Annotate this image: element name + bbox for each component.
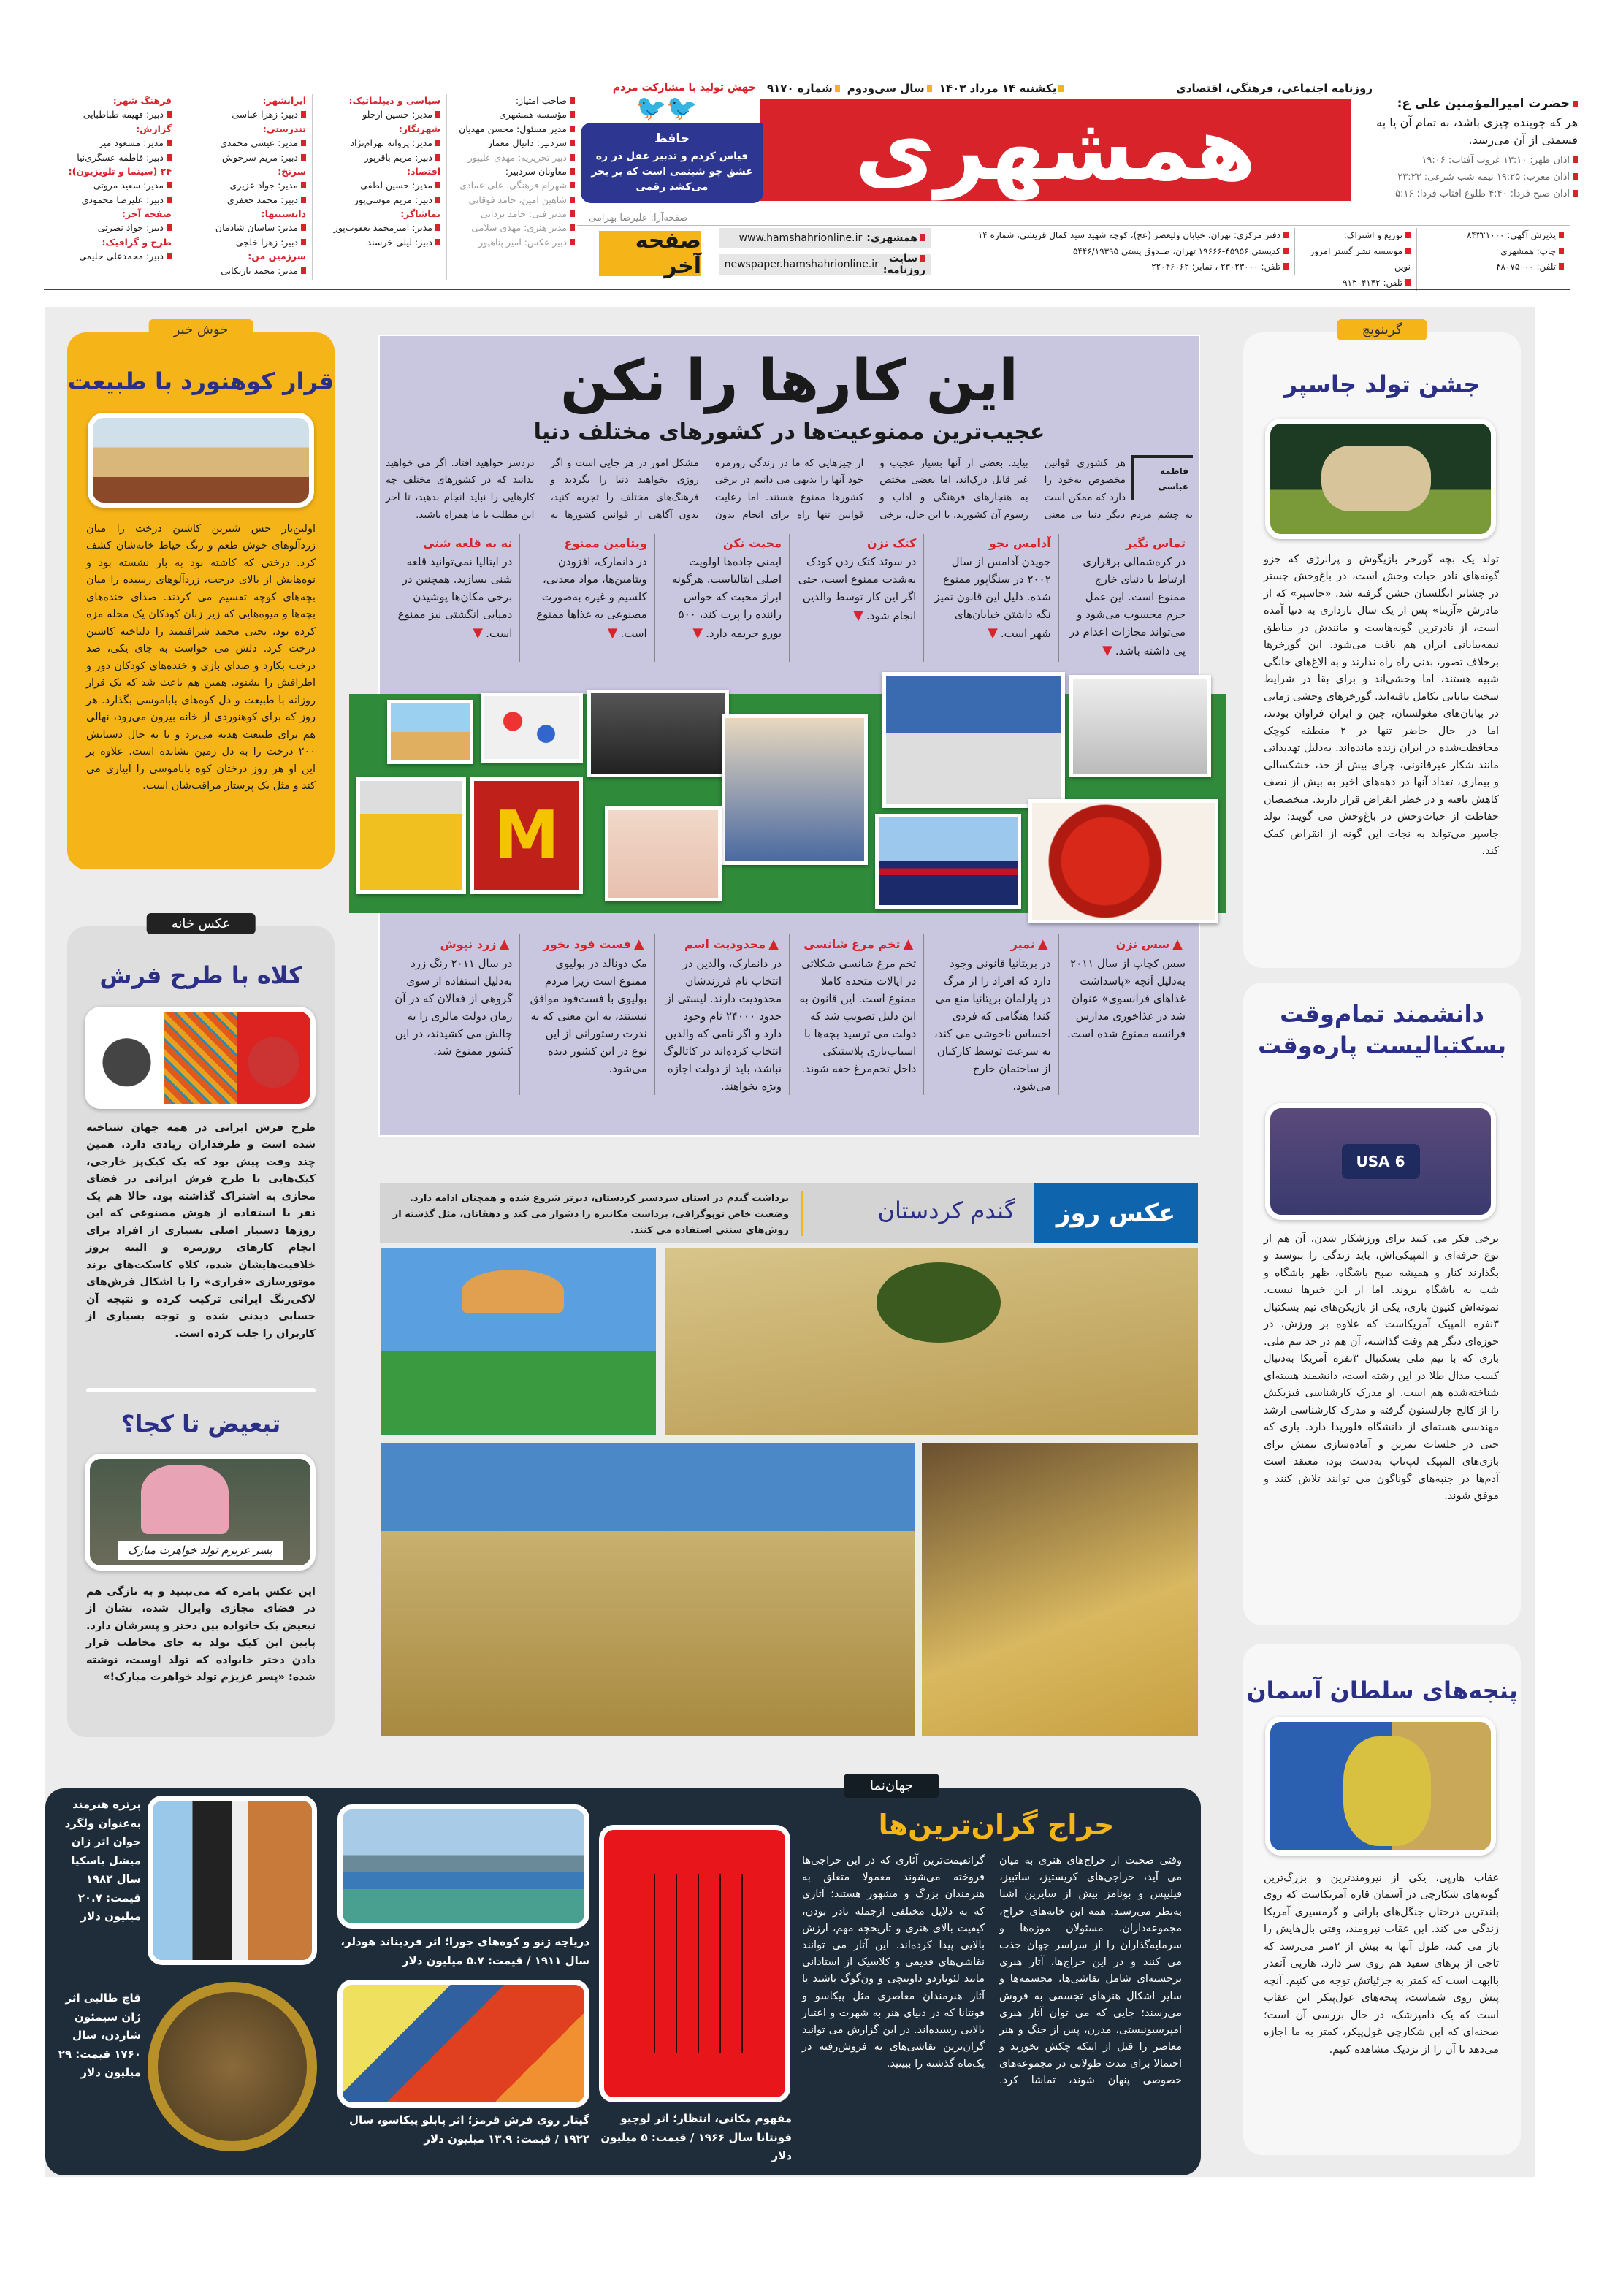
issue-number: شماره ۹۱۷۰	[767, 82, 840, 95]
feature-item-title: نه به قلعه شنی	[423, 536, 513, 551]
staff-entry: دبیر: زهرا عباسی	[184, 107, 306, 121]
prayer-times	[1366, 152, 1578, 203]
feature-item	[1058, 534, 1193, 661]
feature-item-title-row	[797, 534, 916, 553]
feature-item-title-row	[931, 534, 1050, 553]
page-designer: صفحه‌آرا: علیرضا بهرامی	[584, 213, 687, 224]
feature-item-text-row	[527, 553, 646, 644]
photo-collage	[386, 672, 1193, 924]
greenwich-card	[1243, 322, 1521, 968]
quote-title: حضرت امیرالمؤمنین علی ع:	[1366, 95, 1578, 114]
farmer-harvesting-photo	[922, 1443, 1198, 1736]
staff-section-heading: صفحه آخر:	[121, 208, 172, 219]
issue-date: یکشنبه ۱۴ مرداد ۱۴۰۳	[939, 82, 1064, 95]
feature-item-title: کتک نزن	[866, 536, 917, 551]
plain-helmet-image	[90, 1012, 164, 1104]
feature-item-text: در ایتالیا نمی‌توانید قلعه شنی بسازید. همچنین در برخی مکان‌ها پوشیدن دمپایی انگشتی نیز ممنوع است.	[397, 554, 513, 640]
feature-item-text: در بریتانیا قانونی وجود دارد که افراد را از مرگ در پارلمان بریتانیا منع می کند! هنگامی که فردی احساس ناخوشی می کند، به سرعت توسط کارکنان از ساختمان خارج می‌شود.	[934, 957, 1051, 1094]
site2-label: سایت روزنامه:	[882, 253, 925, 276]
carpet-image	[164, 1012, 237, 1104]
auction-title: حراج گران‌ترین‌ها	[878, 1809, 1115, 1841]
eagle-talon-photo	[1265, 1717, 1496, 1856]
ketchup-photo	[1028, 799, 1218, 923]
staff-section-heading: دانستنیها:	[261, 208, 306, 219]
ads-info	[1423, 228, 1570, 275]
feature-item-text: در سوئد کتک زدن کودک به‌شدت ممنوع است، حتی اگر این کار توسط والدین انجام شود.	[798, 554, 917, 622]
farmer-portrait-photo	[381, 1248, 656, 1435]
feature-item-text: ایمنی جاده‌ها اولویت اصلی ایتالیاست. هرگونه ابراز محبت که حواس راننده را پرت کند، ۵۰۰ یورو جریمه دارد.	[671, 554, 782, 640]
staff-entry: مدیر هنری: مهدی سلامی	[453, 221, 575, 234]
artwork-caption: مفهوم مکانی، انتظار؛ اثر لوچیو فونتانا سال ۱۹۶۶ / قیمت: ۵ میلیون دلار	[600, 2112, 792, 2162]
player-jersey: USA 6	[1342, 1144, 1420, 1179]
staff-entry: دبیر عکس: امیر پناهپور	[453, 235, 575, 249]
feature-item	[654, 534, 789, 661]
staff-entry: صاحب امتیاز:	[453, 94, 575, 107]
staff-entry: مدیر: امیرمحمد یعقوب‌پور	[318, 221, 440, 234]
chevron-icon: ▼	[988, 625, 998, 641]
address-line: کدپستی ۴۵۹۵۶-۱۹۶۶۶ تهران، صندوق پستی ۵۴۴۶/۱۹۳۹۵	[939, 244, 1289, 260]
uk-parliament-photo	[875, 814, 1021, 909]
staff-section-heading: طرح و گرافیک:	[102, 236, 172, 248]
staff-column	[44, 94, 178, 280]
artwork-caption: قاچ طالبی اثر ژان سیمئون شاردن، سال ۱۷۶۰ قیمت: ۲۹ میلیون دلار	[58, 1991, 141, 2079]
feature-item-title: زرد نپوش	[440, 937, 497, 951]
staff-section-heading: ایرانشهر:	[262, 95, 306, 106]
quote-text: هر که جوینده چیزی باشد، به تمام آن یا به قسمتی از آن می‌رسد.	[1376, 115, 1578, 147]
birthday-cake-photo	[85, 1454, 316, 1571]
feature-item-text-row	[663, 955, 782, 1095]
staff-entry: دبیر: محمد جعفری	[184, 193, 306, 207]
poem-text: قیاس کردم و تدبیر عقل در ره عشق چو شبنمی است که بر بحر می‌کشد رقمی	[591, 150, 753, 193]
carpet-helmet-image	[237, 1012, 310, 1104]
photo-of-day-label: عکس روز	[1034, 1183, 1198, 1243]
feature-item-title-row	[797, 934, 916, 956]
staff-entry: دبیر: علیرضا محمودی	[50, 193, 172, 207]
picasso-painting	[337, 1980, 589, 2108]
photo-house-card	[67, 916, 335, 1737]
artwork-caption: پرتره هنرمند به‌عنوان ولگرد جوان اثر ژان میشل باسکیا سال ۱۹۸۲ قیمت: ۲۰.۷ میلیون دلار	[64, 1798, 141, 1923]
photo-house-body: طرح فرش ایرانی در همه جهان شناخته شده است و طرفداران زیادی دارد. همین چند وقت پیش بود که یک کیک‌پز خارجی، کیک‌هایی با طرح فرش ایرانی در فضای مجازی به اشتراک گذاشته بود. حالا هم یک نفر با استفاده از هوش مصنوعی که این روزها دستیار اصلی بسیاری از افراد برای انجام کارهای روزمره و البته بروز خلاقیت‌هایشان شده، کلاه کاسکت‌های برند موتورسازی «فراری» را با اشکال فرش‌های لاکی‌رنگ ایرانی ترکیب کرده و نتیجه آن حسابی دیدنی شده و توجه بسیاری از کاربران را جلب کرده است.	[86, 1122, 316, 1340]
feature-item-title-row	[393, 534, 512, 553]
hodler-painting	[337, 1804, 589, 1929]
artwork-caption: گیتار روی فرش قرمز؛ اثر پابلو پیکاسو، سال ۱۹۲۲ / قیمت: ۱۳.۹ میلیون دلار	[348, 2113, 589, 2146]
feature-items-top	[386, 534, 1193, 661]
feature-item-text-row	[797, 553, 916, 627]
distribution-info	[1300, 228, 1417, 291]
vitamin-pills-photo	[481, 693, 583, 763]
feature-item-text-row	[393, 955, 512, 1060]
farmer-carrying-wheat-photo	[381, 1443, 915, 1736]
feature-intro	[386, 455, 1193, 525]
header-divider	[44, 289, 1570, 291]
feature-item-text-row	[797, 955, 916, 1078]
birds-icon: 🐦🐦	[635, 94, 698, 123]
prayer-time-line: اذان ظهر: ۱۳:۱۰ غروب آفتاب: ۱۹:۰۶	[1366, 152, 1578, 169]
feature-item-title: آدامس نجو	[988, 536, 1051, 551]
wild-ass-figure	[1321, 446, 1431, 511]
staff-section-heading: سرزمین من:	[248, 251, 306, 262]
good-news-body: اولین‌بار حس شیرین کاشتن درخت را میان زردآلوهای خوش طعم و رنگ حیاط خانه‌شان کشف کرد. درختی که کاشته بود به بار نشسته بود و نوه‌هایش از بالای درخت، زردآلوهای رسیده را میان بچه‌های کوچه تقسیم می کردند. صدای خنده‌های بچه‌ها و میوه‌هایی که زیر زبان کودکان یک محله مزه کرده بود، یحیی محمد شرافتمند را دلباخته کاشتن درخت کرد. دلش می خواست به جای یکی، صد درخت بکارد و صدای بازی و خنده‌های کودکان دور و اطرافش را بشنود. همین هم باعث شد که یک قرار روزانه با طبیعت و دل کوه‌های باباموسی بگذارد. هر روز که برای کوهنوردی از خانه بیرون می‌رود، نهالی هم برای طبیعت هدیه می‌برد و تا به حال دستانش ۲۰۰ درخت را به دل زمین نشانده است. علاوه بر این او هر روز درختان کوه باباموسی را آبیاری می کند و مثل یک پرستار مراقب‌شان است.	[86, 523, 316, 793]
feature-item-text: سس کچاپ از سال ۲۰۱۱ به‌دلیل آنچه «پاسداشت غذاهای فرانسوی» عنوان شد در غذاخوری مدارس فرانسه ممنوع شده است.	[1067, 957, 1186, 1041]
divider	[801, 1191, 804, 1236]
staff-entry: مدیر: جواد عزیزی	[184, 178, 306, 192]
staff-entry: دبیر: مریم موسی‌پور	[318, 193, 440, 207]
sleeping-baby-photo	[605, 806, 722, 901]
distribution-line: موسسه نشر گستر امروز نوین	[1300, 244, 1411, 275]
feature-item-text: مک دونالد در بولیوی ممنوع است زیرا مردم بولیوی با فست‌فود موافق نیستند، به این معنی که به ندرت رستورانی از این نوع در این کشور دیده می‌شود.	[530, 957, 647, 1076]
feature-item-title: ویتامین ممنوع	[564, 536, 647, 551]
staff-entry: دبیر: فهیمه طباطبایی	[50, 107, 172, 121]
feature-subtitle: عجیب‌ترین ممنوعیت‌ها در کشورهای مختلف دنیا	[533, 419, 1045, 445]
eagle-card	[1243, 1644, 1521, 2155]
divider	[577, 225, 1570, 226]
staff-entry: مدیر: حسین ارجلو	[318, 107, 440, 121]
feature-item-title: تماس نگیر	[1125, 536, 1186, 551]
staff-entry: دبیر: محمدعلی حلیمی	[50, 249, 172, 263]
basketball-title: دانشمند تمام‌وقت بسکتبالیست پاره‌وقت	[1257, 1000, 1507, 1060]
divider	[86, 1388, 316, 1392]
feature-item-title-row	[527, 534, 646, 553]
chevron-icon: ▲	[633, 936, 644, 952]
year-slogan: جهش تولید با مشارکت مردم	[612, 82, 756, 94]
feature-item-title-row	[663, 534, 782, 553]
cake-writing: پسر عزیزم تولد خواهرت مبارک	[118, 1541, 283, 1560]
auction-section	[45, 1788, 1201, 2175]
feature-item-text-row	[1066, 553, 1186, 662]
staff-section-heading: شهرنگار:	[398, 123, 440, 134]
feature-item-title: نمیر	[1010, 937, 1035, 951]
feature-item-text: جویدن آدامس از سال ۲۰۰۲ در سنگاپور ممنوع شده. دلیل این قانون تمیز نگه داشتن خیابان‌های شهر است.	[934, 554, 1051, 640]
feature-item-text: در کره‌شمالی برقراری ارتباط با دنیای خارج ممنوع است. این عمل جرم محسوب می‌شود و می‌تواند مجازات اعدام در پی داشته باشد.	[1069, 554, 1186, 657]
staff-entry: معاونان سردبیر:	[453, 164, 575, 178]
poem-poet: حافظ	[654, 131, 690, 146]
greenwich-body: تولد یک بچه گورخر بازیگوش و پرانرژی که جزو گونه‌های نادر حیات وحش است، در باغ‌وحش چستر در چشایر انگلستان جشن گرفته شد. «جاسپر» که از مادرش «آزیتا» پس از یک سال بارداری به دنیا آمده است، از نادرترین گونه‌هاست و مانندش در مناطق نیمه‌بیابانی ایران هم یافت می‌شود. این گورخرها برخلاف تصور، بدنی راه راه ندارند و به الاغ‌های خانگی شبیه هستند، اما وحشی‌اند و برای بقا در شرایط سخت بیابانی تکامل یافته‌اند. گورخرهای وحشی زمانی در بیابان‌های مغولستان، چین و ایران فراوان بودند، اما در حال حاضر تنها در ۲ منطقه کوچک محافظت‌شده در ایران زنده مانده‌اند. به‌دلیل تهدیداتی مانند شکار غیرقانونی، چرای بیش از حد، خشکسالی و بیماری، تعداد آنها در دهه‌های اخیر به بیش از نصف کاهش یافته و در خطر انقراض قرار دارند. متخصصان حفاظت از حیات‌وحش در باغ‌وحش می گویند: تولد جاسپر می‌تواند به نجات این گونه از انقراض کمک کند.	[1264, 554, 1499, 858]
ads-line: تلفن: ۴۸۰۷۵۰۰۰	[1423, 259, 1564, 275]
chardin-painting	[148, 1982, 317, 2151]
feature-item-text: در سال ۲۰۱۱ رنگ زرد به‌دلیل استفاده از سوی گروهی از فعالان که در آن زمان دولت مالزی را به چالش می کشیدند، در این کشور ممنوع شد.	[394, 957, 513, 1059]
chevron-icon: ▲	[499, 936, 510, 952]
ads-line: پذیرش آگهی: ۸۴۳۲۱۰۰۰	[1423, 228, 1564, 244]
greenwich-tag: گرینویچ	[1337, 319, 1427, 340]
feature-item-text-row	[1066, 955, 1186, 1042]
photo-house-title: کلاه با طرح فرش	[99, 961, 302, 989]
site-link-newspaper[interactable]	[719, 254, 931, 275]
staff-column	[178, 94, 312, 280]
staff-entry: شاهین امین، حامد فوقانی	[453, 193, 575, 207]
feature-item	[654, 934, 789, 1096]
staff-entry: مدیر: سعید مروتی	[50, 178, 172, 192]
staff-list	[44, 94, 581, 280]
discrimination-body: این عکس بامزه که می‌بینید و به تازگی هم در فضای مجازی وایرال شده، نشان از تبعیض یک خانواده بین دختر و پسرشان دارد. پایین این کیک تولد به جای مخاطب قرار دادن دختر خانواده که تولد اوست، نوشته شده: «پسر عزیزم تولد خواهرت مبارک!»	[86, 1586, 316, 1684]
feature-article	[378, 335, 1200, 1137]
office-address	[939, 228, 1295, 275]
staff-entry: مدیر: محمد باریکانی	[184, 264, 306, 278]
talon	[1343, 1736, 1431, 1846]
distribution-line: توزیع و اشتراک:	[1300, 228, 1411, 244]
phone-call-photo	[1069, 675, 1211, 777]
good-news-title: قرار کوهنورد با طبیعت	[67, 367, 335, 395]
prayer-time-line: اذان مغرب: ۱۹:۲۵ نیمه شب شرعی: ۲۳:۲۳	[1366, 169, 1578, 186]
feature-item-title-row	[393, 934, 512, 956]
feature-intro-text: هر کشوری قوانین مخصوص به‌خود را دارد که ممکن است به چشم مردم دیگر دنیا بی معنی بیاید. بعضی از آنها بسیار عجیب و غیر قابل درک‌اند، اما بعضی مختص به هنجارهای فرهنگی و آداب و رسوم آن کشورند. با این حال، برخی از چیزهایی که ما در زندگی روزمره خود آنها را بدیهی می دانیم در برخی کشورها ممنوع هستند. اما رعایت قوانین تنها راه برای انجام بدون مشکل امور در هر جایی است و اگر روزی بخواهید دنیا را بگردید و فرهنگ‌های مختلف را تجربه کنید، بدون آگاهی از قوانین کشورها به دردسر خواهید افتاد. اگر می خواهید بدانید که در کشورهای مختلف چه کارهایی را نباید انجام بدهید، تا آخر این مطلب با ما همراه باشید.	[386, 457, 1193, 521]
staff-entry: مؤسسه همشهری	[453, 107, 575, 121]
sandcastle-photo	[387, 700, 473, 764]
staff-section-heading: فرهنگ شهر:	[112, 95, 172, 106]
fontana-painting	[599, 1825, 790, 2102]
feature-item	[386, 534, 519, 661]
wild-ass-photo	[1265, 419, 1496, 539]
feature-title: این کارها را نکن	[560, 348, 1019, 414]
good-news-card	[67, 322, 335, 869]
feature-author: فاطمه عباسی	[1131, 455, 1193, 500]
discrimination-title: تبعیض تا کجا؟	[121, 1410, 281, 1438]
feature-item-text: تخم مرغ شانسی شکلاتی در ایالات متحده کاملا ممنوع است. این قانون به این دلیل تصویب شد که دولت می ترسید بچه‌ها با اسباب‌بازی پلاستیکی داخل تخم‌مرغ خفه شوند.	[799, 957, 917, 1076]
issue-year: سال سی‌ودوم	[847, 82, 932, 95]
feature-item-title: محبت نکن	[722, 536, 782, 551]
staff-entry: مدیر: پروانه بهرام‌نژاد	[318, 136, 440, 150]
feature-item	[923, 934, 1058, 1096]
page-label: صفحه آخر	[599, 231, 701, 276]
feature-item	[923, 534, 1058, 661]
date-line	[767, 82, 1064, 95]
site2-url[interactable]: newspaper.hamshahrionline.ir	[724, 259, 879, 270]
feature-item-text-row	[393, 553, 512, 644]
address-line: تلفن: ۲۳۰۲۳۰۰۰ ، نمابر: ۲۲۰۴۶۰۶۲	[939, 259, 1289, 275]
staff-column	[312, 94, 446, 280]
feature-item-title: فست فود نخور	[543, 937, 631, 951]
address-line: دفتر مرکزی: تهران، خیابان ولیعصر (عج)، کوچه شهید سید کمال قریشی، شماره ۱۴	[939, 228, 1289, 244]
chevron-icon: ▼	[473, 625, 484, 641]
staff-entry: دبیر: مریم سرخوش	[184, 150, 306, 164]
chevron-icon: ▼	[692, 625, 703, 641]
staff-entry: مدیر: حسین لطفی	[318, 178, 440, 192]
eagle-body: عقاب هارپی، یکی از نیرومندترین و بزرگ‌ترین گونه‌های شکارچی در آسمان قاره آمریکاست که روی بلندترین درختان جنگل‌های بارانی و گرمسیری آمریکا زندگی می کند. این عقاب نیرومند، وقتی بال‌هایش را باز می کند، طول آنها به بیش از ۲متر می‌رسد که تاجی از پرهای سفید هم روی سر دارد. هارپی آنقدر باابهت است که کمتر به جزئیاتش توجه می کنیم. آنچه پیش روی شماست، پنجه‌های غول‌پیکر این عقاب است که یک دامپزشک، در حال بررسی آن است؛ صحنه‌ای که این شکارچی غول‌پیکر، کمتر به ما اجازه می‌دهد تا آن را از نزدیک مشاهده کنیم.	[1264, 1872, 1499, 2056]
canvas-slashes	[633, 1874, 756, 2053]
feature-item-title: تخم مرغ شانسی	[804, 937, 901, 951]
ads-line: چاپ: همشهری	[1423, 244, 1564, 260]
feature-item	[519, 534, 654, 661]
staff-entry: دبیر: زهرا خلجی	[184, 235, 306, 249]
staff-section-heading: ۲۴ (سینما و تلویزیون):	[68, 165, 172, 177]
basketball-card	[1243, 983, 1521, 1625]
carpet-helmet-photo	[85, 1007, 316, 1109]
staff-entry: مدیر: مسعود میر	[50, 136, 172, 150]
feature-item	[789, 534, 923, 661]
staff-entry: دبیر: فاطمه عسگری‌نیا	[50, 150, 172, 164]
basketball-player-photo	[1265, 1103, 1496, 1220]
photo-of-day-caption: برداشت گندم در استان سردسیر کردستان، دیرتر شروع شده و همچنان ادامه دارد. وضعیت خاص توپوگرافی، برداشت مکانیزه را دشوار می کند و دهقانان، مثل گذشته از روش‌های سنتی استفاده می کنند.	[392, 1193, 789, 1237]
feature-item	[519, 934, 654, 1096]
photo-of-day-header	[380, 1183, 1198, 1243]
tree	[877, 1262, 1001, 1343]
staff-column	[446, 94, 581, 280]
chevron-icon: ▼	[1102, 642, 1112, 658]
feature-item-text: در دانمارک، افزودن ویتامین‌ها، مواد معدنی، کلسیم و غیره به‌صورت مصنوعی به غذاها ممنوع است.	[536, 554, 647, 640]
feature-item-title-row	[527, 934, 646, 956]
staff-entry: دبیر: مریم باقرپور	[318, 150, 440, 164]
staff-entry: دبیر تحریریه: مهدی علیپور	[453, 150, 575, 164]
artwork-caption: دریاچه ژنو و کوه‌های جورا؛ اثر فردیناند هودلر، سال ۱۹۱۱ / قیمت: ۵.۷ میلیون دلار	[340, 1935, 589, 1967]
staff-section-heading: تماشاگر:	[400, 208, 440, 219]
pink-cake	[141, 1465, 229, 1534]
feature-item-title-row	[931, 934, 1050, 956]
staff-entry: مدیر: عیسی محمدی	[184, 136, 306, 150]
staff-section-heading: سیاسی و دیپلماتیک:	[348, 95, 440, 106]
feature-item	[386, 934, 519, 1096]
chevron-icon: ▼	[607, 625, 618, 641]
feature-item-title-row	[663, 934, 782, 956]
feature-item-text-row	[663, 553, 782, 644]
eagle-title: پنجه‌های سلطان آسمان	[1246, 1677, 1518, 1704]
staff-entry: دبیر: جواد نصرتی	[50, 221, 172, 234]
chevron-icon: ▲	[768, 936, 779, 952]
site-link-hamshahrionline[interactable]	[719, 228, 931, 248]
staff-entry: مدیر: ساسان شادمان	[184, 221, 306, 234]
staff-section-heading: گزارش:	[136, 123, 172, 134]
feature-item-text-row	[931, 955, 1050, 1095]
tree-planter-photo	[88, 413, 314, 508]
basketball-body: برخی فکر می کنند برای ورزشکار شدن، آن هم از نوع حرفه‌ای و المپیکی‌اش، باید زندگی را ببوسند و بگذارند کنار و همیشه صبح باشگاه، ظهر باشگاه و شب به باشگاه بروند. اما از این خبرها نیست. نمونه‌اش کنیون باری، یکی از بازیکن‌های تیم بسکتبال ۳نفره المپیک آمریکاست که علاوه بر ورزش، در حوزه‌ای دیگر هم وقت گذاشته، آن هم در حد تیم ملی. باری که با تیم ملی بسکتبال ۳نفره آمریکا به‌دنبال کسب مدال طلا در این رشته است، دانشمند هسته‌ای شناخته‌شده هم است. او مدرک کارشناسی فیزیکش را از کالج چارلستون گرفته و مدرک کارشناسی ارشد مهندسی هسته‌ای از دانشگاه فلوریدا دارد. باری که حتی در جلسات تمرین و آماده‌سازی تیمش برای بازی‌های المپیک لپ‌تاپ به‌دست بود، معتقد است آدم‌ها در جنبه‌های گوناگون می توانند تلاش کنند و موفق شوند.	[1264, 1233, 1499, 1503]
staff-entry: سردبیر: دانیال معمار	[453, 136, 575, 150]
good-news-tag: خوش خبر	[149, 319, 253, 340]
mcdonalds-photo: M	[470, 777, 583, 894]
straw-hat	[462, 1270, 564, 1313]
photo-house-tag: عکس خانه	[147, 913, 256, 934]
staff-entry: مدیر فنی: حامد یزدانی	[453, 207, 575, 221]
staff-section-heading: تندرستی:	[262, 123, 306, 134]
feature-items-bottom	[386, 934, 1193, 1096]
feature-item-title: محدودیت اسم	[684, 937, 766, 951]
greenwich-title: جشن تولد جاسپر	[1283, 370, 1481, 398]
chewing-gum-shoe-photo	[882, 672, 1065, 808]
staff-section-heading: اقتصاد:	[407, 165, 440, 177]
quote-and-prayer-box	[1366, 95, 1578, 203]
auction-tag: جهان‌نما	[844, 1774, 939, 1798]
site1-label: همشهری:	[866, 232, 925, 244]
feature-item-text: در دانمارک، والدین در انتخاب نام فرزندشان محدودیت دارند. لیستی از حدود ۲۴۰۰۰ نام وجود دارد و اگر نامی که والدین انتخاب کرده‌اند در کاتالوگ نباشد، باید از دولت اجازه ویژه بخواهند.	[663, 957, 782, 1094]
hamshahri-logo: همشهری	[760, 99, 1351, 201]
feature-item-title-row	[1066, 934, 1186, 956]
feature-item-title: سس نزن	[1115, 937, 1170, 951]
basquiat-painting	[148, 1796, 317, 1965]
daily-quote	[1366, 95, 1578, 149]
chevron-icon: ▲	[1037, 936, 1048, 952]
photo-of-day-title: گندم کردستان	[877, 1197, 1015, 1224]
hafez-poem-box	[581, 123, 763, 203]
staff-section-heading: سرنخ:	[278, 165, 306, 177]
car-driving-photo	[587, 690, 729, 777]
staff-entry: شهرام فرهنگی، علی عمادی	[453, 178, 575, 192]
distribution-line: تلفن: ۹۱۳۰۴۱۴۲	[1300, 275, 1411, 291]
feature-item-text-row	[527, 955, 646, 1078]
prayer-time-line: اذان صبح فردا: ۴:۴۰ طلوع آفتاب فردا: ۵:۱۶	[1366, 186, 1578, 202]
feature-item-title-row	[1066, 534, 1186, 553]
chevron-icon: ▲	[903, 936, 914, 952]
site1-url[interactable]: www.hamshahrionline.ir	[738, 232, 863, 244]
newspaper-tagline: روزنامه اجتماعی، فرهنگی، اقتصادی	[1176, 82, 1373, 95]
feature-item-text-row	[931, 553, 1050, 644]
staff-entry: دبیر: لیلی خرسند	[318, 235, 440, 249]
auction-body: وقتی صحبت از حراج‌های هنری به میان می آید، حراجی‌های کریستیز، ساتبیز، فیلیپس و بونامز بیش از سایرین آشنا به‌نظر می‌رسند. همه این خانه‌های حراج، مجموعه‌داران، مسئولان موزه‌ها و سرمایه‌گذاران را از سراسر جهان جذب می کنند و در این حراج‌ها، آثار هنری برجسته‌ای شامل نقاشی‌ها، مجسمه‌ها و سایر اشکال هنرهای تجسمی به فروش می‌رسند؛ جایی که می توان آثار هنری امپرسیونیستی، مدرن، پس از جنگ و هنر معاصر را قبل از اینکه چکش بخورند و احتمالا برای مدت طولانی در مجموعه‌های خصوصی پنهان شوند، تماشا کرد. گرانقیمت‌ترین آثاری که در این حراجی‌ها فروخته می‌شوند معمولا متعلق به هنرمندان بزرگ و مشهور هستند؛ آثاری که به دلایل مختلفی ازجمله نادر بودن، کیفیت بالای هنری و تاریخچه مهم، ارزش بالایی پیدا کرده‌اند. این آثار می توانند نقاشی‌های قدیمی و کلاسیک از استادانی مانند لئوناردو داوینچی و ون‌گوگ باشند یا آثار هنرمندان معاصری مثل پیکاسو و فونتانا که در دنیای هنر به شهرت و اعتبار بالایی رسیده‌اند. در این گزارش می توانید گران‌ترین نقاشی‌های به فروش‌رفته در یک‌ماه گذشته را ببینید.	[802, 1855, 1182, 2087]
yellow-shirt-man-photo	[356, 777, 466, 894]
staff-entry: مدیر مسئول: محسن مهدیان	[453, 122, 575, 136]
feature-item	[1058, 934, 1193, 1096]
wheat-field-tree-photo	[665, 1248, 1198, 1435]
crying-child-photo	[722, 714, 868, 865]
chevron-icon: ▼	[853, 607, 863, 623]
feature-item	[789, 934, 923, 1096]
chevron-icon: ▲	[1172, 936, 1183, 952]
